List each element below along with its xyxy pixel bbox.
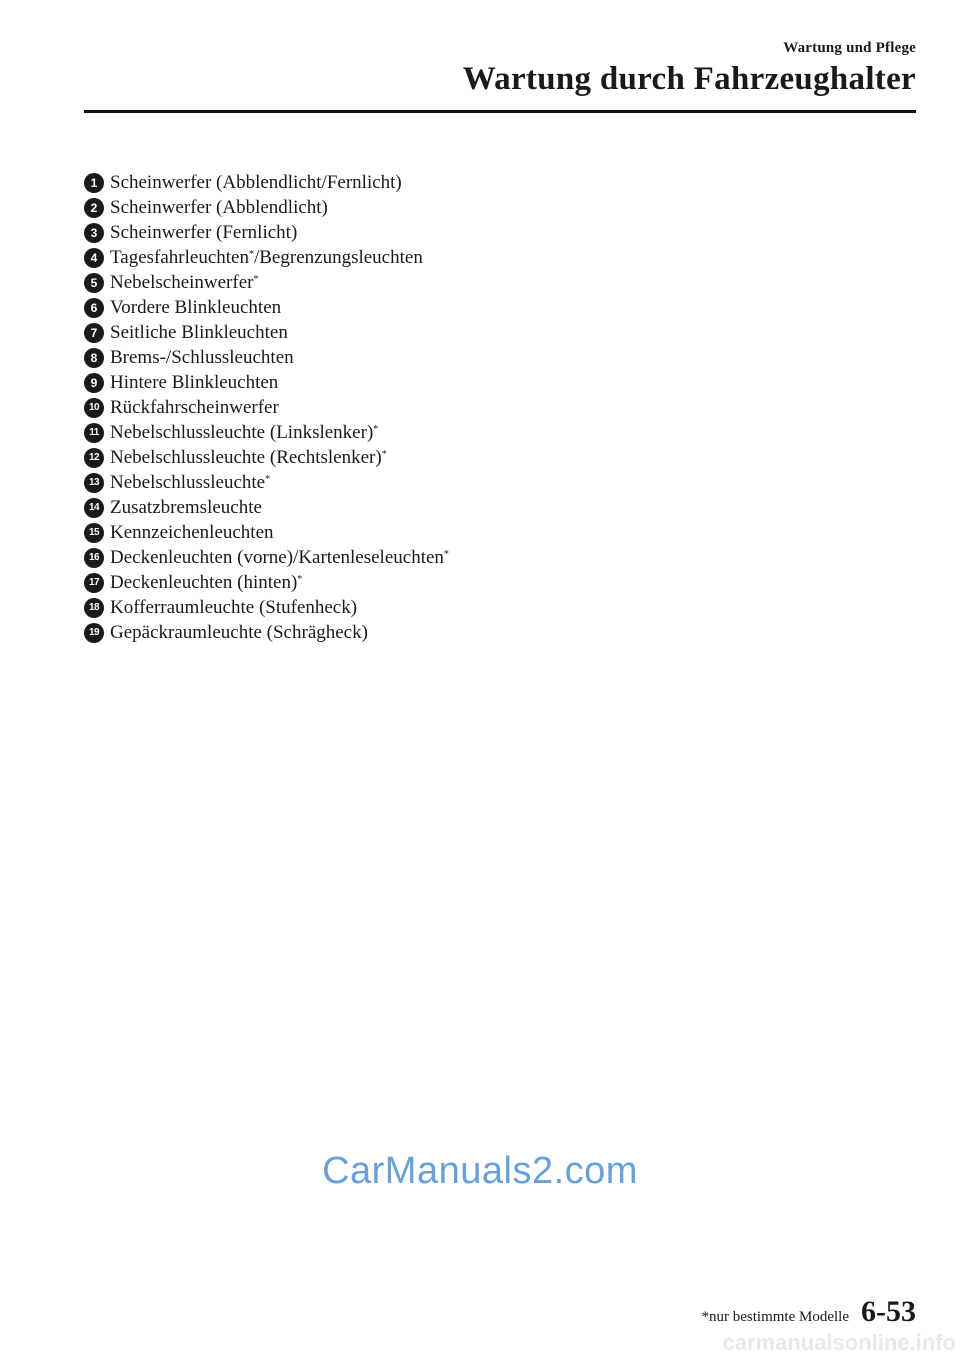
item-number-badge: 8	[84, 348, 104, 368]
legend-item	[84, 595, 449, 620]
legend-item	[84, 520, 449, 545]
item-number-badge: 15	[84, 523, 104, 543]
legend-item	[84, 270, 449, 295]
legend-item	[84, 220, 449, 245]
model-footnote-mark: *	[253, 274, 259, 285]
item-number-badge: 19	[84, 623, 104, 643]
item-label: Vordere Blinkleuchten	[110, 296, 282, 318]
item-number-badge: 1	[84, 173, 104, 193]
legend-item	[84, 245, 449, 270]
model-footnote-mark: *	[265, 474, 271, 485]
legend-item	[84, 195, 449, 220]
watermark: CarManuals2.com	[322, 1150, 638, 1192]
legend-item	[84, 420, 449, 445]
legend-item	[84, 295, 449, 320]
legend-item	[84, 495, 449, 520]
page-number: 6-53	[861, 1295, 916, 1328]
item-label: Nebelschlussleuchte (Rechtslenker)	[110, 446, 382, 468]
item-number-badge: 17	[84, 573, 104, 593]
legend-item	[84, 320, 449, 345]
item-number-badge: 4	[84, 248, 104, 268]
legend-item	[84, 570, 449, 595]
item-label: Scheinwerfer (Abblendlicht/Fernlicht)	[110, 171, 402, 193]
item-number-badge: 14	[84, 498, 104, 518]
model-footnote-mark: *	[297, 574, 303, 585]
item-number-badge: 13	[84, 473, 104, 493]
item-label: Kofferraumleuchte (Stufenheck)	[110, 596, 358, 618]
model-footnote-mark: *	[248, 249, 254, 260]
item-label: Zusatzbremsleuchte	[110, 496, 262, 518]
model-footnote-mark: *	[443, 549, 449, 560]
model-footnote-mark: *	[381, 449, 387, 460]
page-header	[463, 40, 916, 98]
item-label: Gepäckraumleuchte (Schrägheck)	[110, 621, 368, 643]
item-number-badge: 2	[84, 198, 104, 218]
legend-item	[84, 370, 449, 395]
page-footer	[702, 1295, 916, 1329]
item-label: Seitliche Blinkleuchten	[110, 321, 288, 343]
item-label: Rückfahrscheinwerfer	[110, 396, 279, 418]
legend-item	[84, 395, 449, 420]
item-number-badge: 9	[84, 373, 104, 393]
item-number-badge: 3	[84, 223, 104, 243]
page-title: Wartung durch Fahrzeughalter	[462, 61, 916, 97]
item-label: Scheinwerfer (Fernlicht)	[110, 221, 298, 243]
item-label: Kennzeichenleuchten	[110, 521, 274, 543]
item-label: Deckenleuchten (hinten)	[110, 571, 298, 593]
item-label: Hintere Blinkleuchten	[110, 371, 279, 393]
item-label: Brems-/Schlussleuchten	[110, 346, 294, 368]
item-label-tail: /Begrenzungsleuchten	[253, 246, 423, 268]
item-label: Deckenleuchten (vorne)/Kartenleseleuchten	[110, 546, 444, 568]
item-number-badge: 16	[84, 548, 104, 568]
item-number-badge: 18	[84, 598, 104, 618]
item-number-badge: 5	[84, 273, 104, 293]
legend-item	[84, 545, 449, 570]
model-footnote-mark: *	[373, 424, 379, 435]
item-label: Scheinwerfer (Abblendlicht)	[110, 196, 328, 218]
item-label: Tagesfahrleuchten	[110, 246, 249, 268]
item-label: Nebelscheinwerfer	[110, 271, 254, 293]
legend-item	[84, 345, 449, 370]
legend-item	[84, 620, 449, 645]
item-label: Nebelschlussleuchte	[110, 471, 266, 493]
item-number-badge: 12	[84, 448, 104, 468]
legend-item	[84, 170, 449, 195]
item-number-badge: 7	[84, 323, 104, 343]
item-label: Nebelschlussleuchte (Linkslenker)	[110, 421, 374, 443]
item-number-badge: 10	[84, 398, 104, 418]
legend-list	[84, 170, 449, 645]
section-name: Wartung und Pflege	[783, 40, 916, 56]
header-rule	[84, 110, 916, 113]
corner-watermark: carmanualsonline.info	[722, 1330, 956, 1355]
legend-item	[84, 445, 449, 470]
item-number-badge: 11	[84, 423, 104, 443]
item-number-badge: 6	[84, 298, 104, 318]
legend-item	[84, 470, 449, 495]
footnote: *nur bestimmte Modelle	[701, 1309, 849, 1325]
